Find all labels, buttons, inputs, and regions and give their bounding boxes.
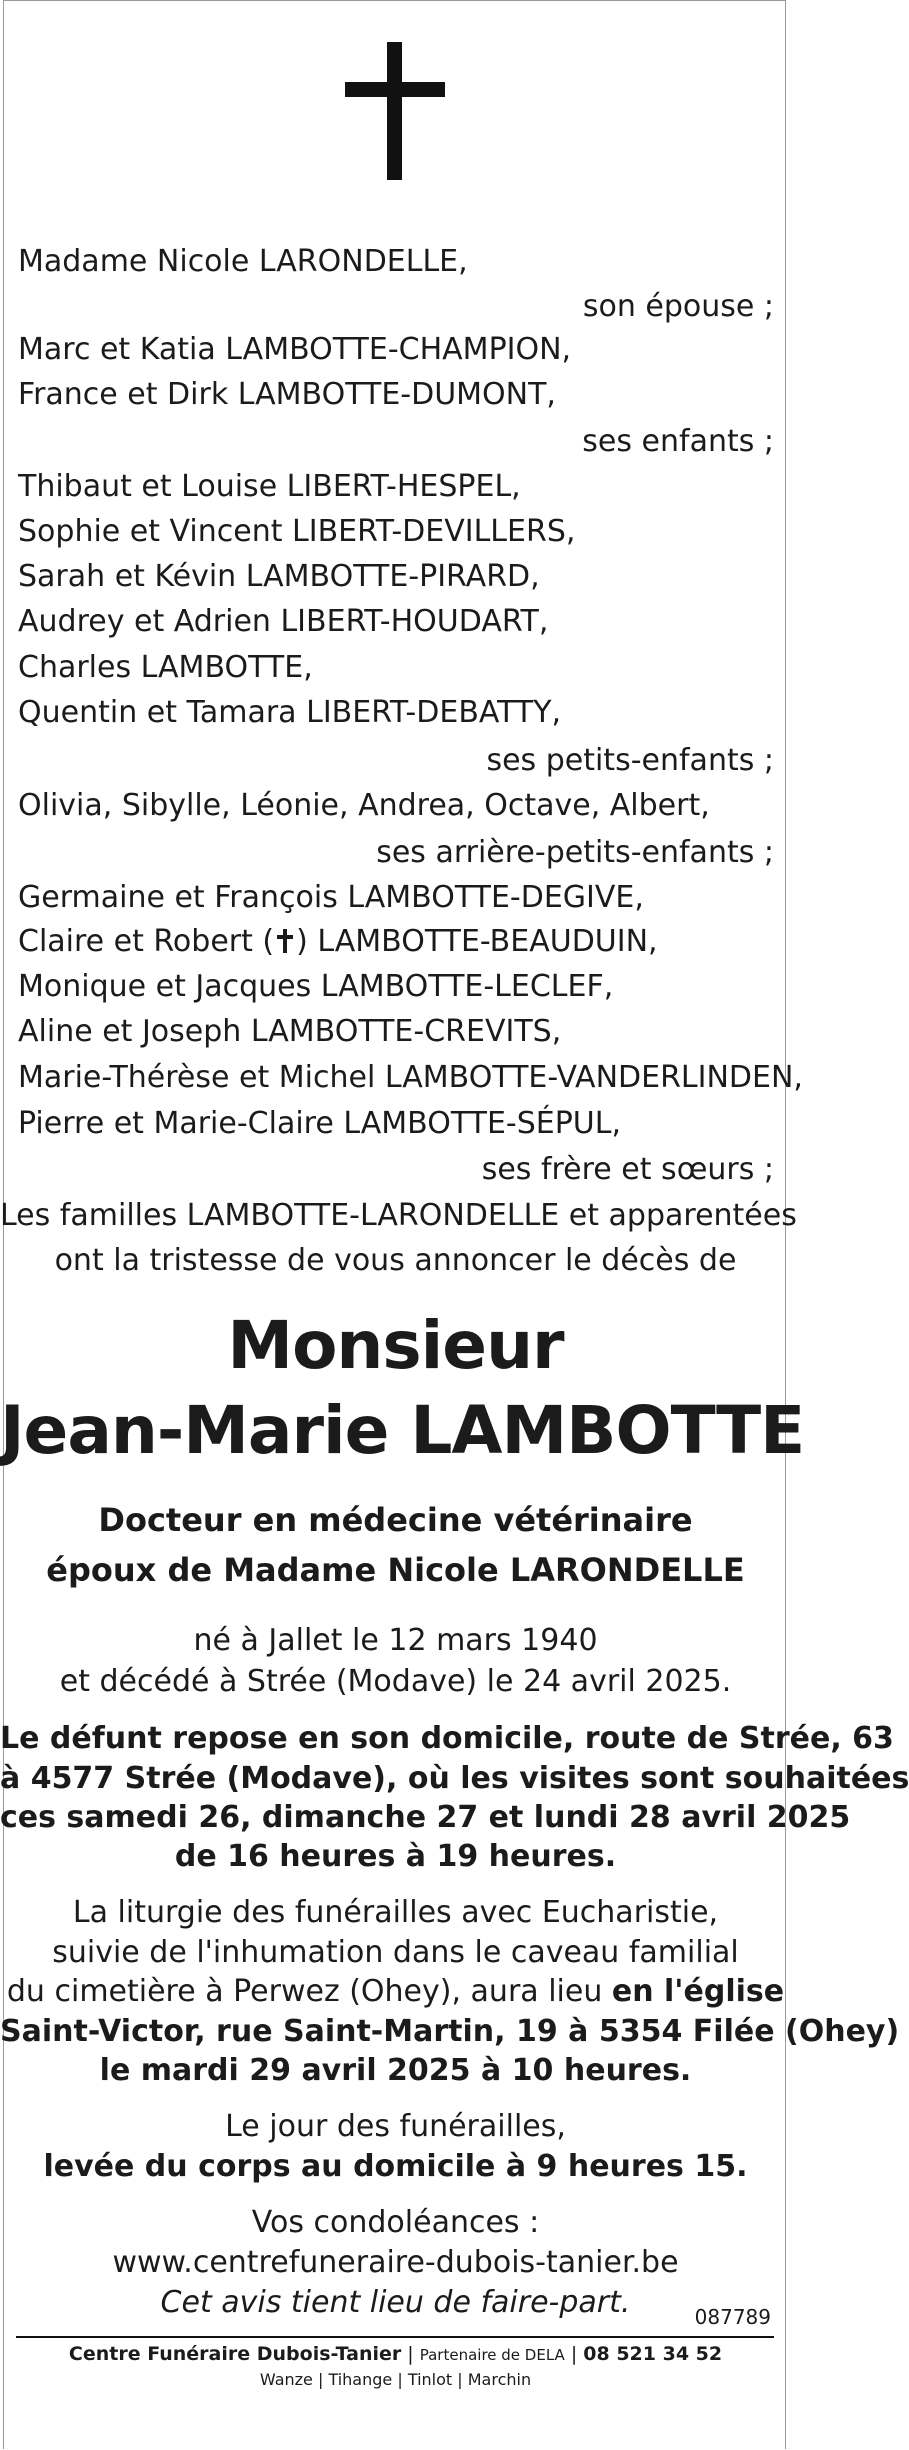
procession-line: levée du corps au domicile à 9 heures 15. xyxy=(43,2149,748,2184)
visits-line: ces samedi 26, dimanche 27 et lundi 28 avril 2025 xyxy=(0,1800,851,1835)
funeral-line: La liturgie des funérailles avec Eucharistie, xyxy=(72,1895,719,1930)
family-line: Thibaut et Louise LIBERT-HESPEL, xyxy=(18,469,521,504)
footer-main: Centre Funéraire Dubois-Tanier | Partenaire de DELA | 08 521 34 52 xyxy=(68,2343,723,2365)
reference-number: 087789 xyxy=(694,2305,771,2329)
deceased-cross-icon xyxy=(274,927,296,955)
family-line: Pierre et Marie-Claire LAMBOTTE-SÉPUL, xyxy=(18,1106,622,1141)
company-name: Centre Funéraire Dubois-Tanier xyxy=(68,2343,402,2365)
family-line: Aline et Joseph LAMBOTTE-CREVITS, xyxy=(18,1014,562,1049)
procession-line: Le jour des funérailles, xyxy=(225,2109,566,2144)
family-line: Olivia, Sibylle, Léonie, Andrea, Octave, Albert, xyxy=(18,788,710,823)
condolences-label: Vos condoléances : xyxy=(251,2205,540,2240)
family-line: Marie-Thérèse et Michel LAMBOTTE-VANDERLINDEN, xyxy=(18,1060,803,1095)
family-line: Monique et Jacques LAMBOTTE-LECLEF, xyxy=(18,969,614,1004)
birth-line: né à Jallet le 12 mars 1940 xyxy=(193,1623,598,1658)
visits-line: de 16 heures à 19 heures. xyxy=(174,1839,617,1874)
visits-line: à 4577 Strée (Modave), où les visites sont souhaitées xyxy=(0,1761,909,1796)
deceased-profession: Docteur en médecine vétérinaire xyxy=(98,1501,693,1539)
announcement-line: ont la tristesse de vous annoncer le décès de xyxy=(54,1243,737,1278)
funeral-line: du cimetière à Perwez (Ohey), aura lieu en l'église xyxy=(6,1974,785,2009)
condolences-url[interactable]: www.centrefuneraire-dubois-tanier.be xyxy=(112,2245,679,2280)
footer-divider xyxy=(16,2336,774,2338)
footer-locations: Wanze | Tihange | Tinlot | Marchin xyxy=(259,2370,532,2389)
phone-number: 08 521 34 52 xyxy=(583,2343,723,2365)
family-line: Germaine et François LAMBOTTE-DEGIVE, xyxy=(18,880,644,915)
relation-label: ses petits-enfants ; xyxy=(486,743,774,778)
funeral-line: Saint-Victor, rue Saint-Martin, 19 à 5354 Filée (Ohey) xyxy=(0,2014,900,2049)
funeral-line: suivie de l'inhumation dans le caveau familial xyxy=(52,1935,739,1970)
partner-label: Partenaire de DELA xyxy=(419,2346,565,2364)
families-line: Les familles LAMBOTTE-LARONDELLE et apparentées xyxy=(0,1198,797,1233)
family-line: Madame Nicole LARONDELLE, xyxy=(18,244,468,279)
relation-label: son épouse ; xyxy=(582,289,774,324)
faire-part-note: Cet avis tient lieu de faire-part. xyxy=(160,2285,631,2320)
family-line: Charles LAMBOTTE, xyxy=(18,650,313,685)
deceased-spouse: époux de Madame Nicole LARONDELLE xyxy=(46,1551,745,1589)
visits-line: Le défunt repose en son domicile, route de Strée, 63 xyxy=(0,1721,894,1756)
family-line: Audrey et Adrien LIBERT-HOUDART, xyxy=(18,604,549,639)
deceased-title: Monsieur xyxy=(227,1307,564,1384)
deceased-name: Jean-Marie LAMBOTTE xyxy=(0,1392,805,1469)
relation-label: ses enfants ; xyxy=(582,424,774,459)
family-line: Marc et Katia LAMBOTTE-CHAMPION, xyxy=(18,332,572,367)
death-line: et décédé à Strée (Modave) le 24 avril 2025. xyxy=(59,1664,732,1699)
funeral-line: le mardi 29 avril 2025 à 10 heures. xyxy=(99,2053,692,2088)
family-line: Claire et Robert ( ) LAMBOTTE-BEAUDUIN, xyxy=(18,924,658,959)
family-line: France et Dirk LAMBOTTE-DUMONT, xyxy=(18,377,556,412)
latin-cross-icon xyxy=(345,42,445,182)
relation-label: ses frère et sœurs ; xyxy=(481,1152,774,1187)
relation-label: ses arrière-petits-enfants ; xyxy=(376,835,774,870)
family-line: Sophie et Vincent LIBERT-DEVILLERS, xyxy=(18,514,576,549)
family-line: Sarah et Kévin LAMBOTTE-PIRARD, xyxy=(18,559,540,594)
family-line: Quentin et Tamara LIBERT-DEBATTY, xyxy=(18,695,562,730)
